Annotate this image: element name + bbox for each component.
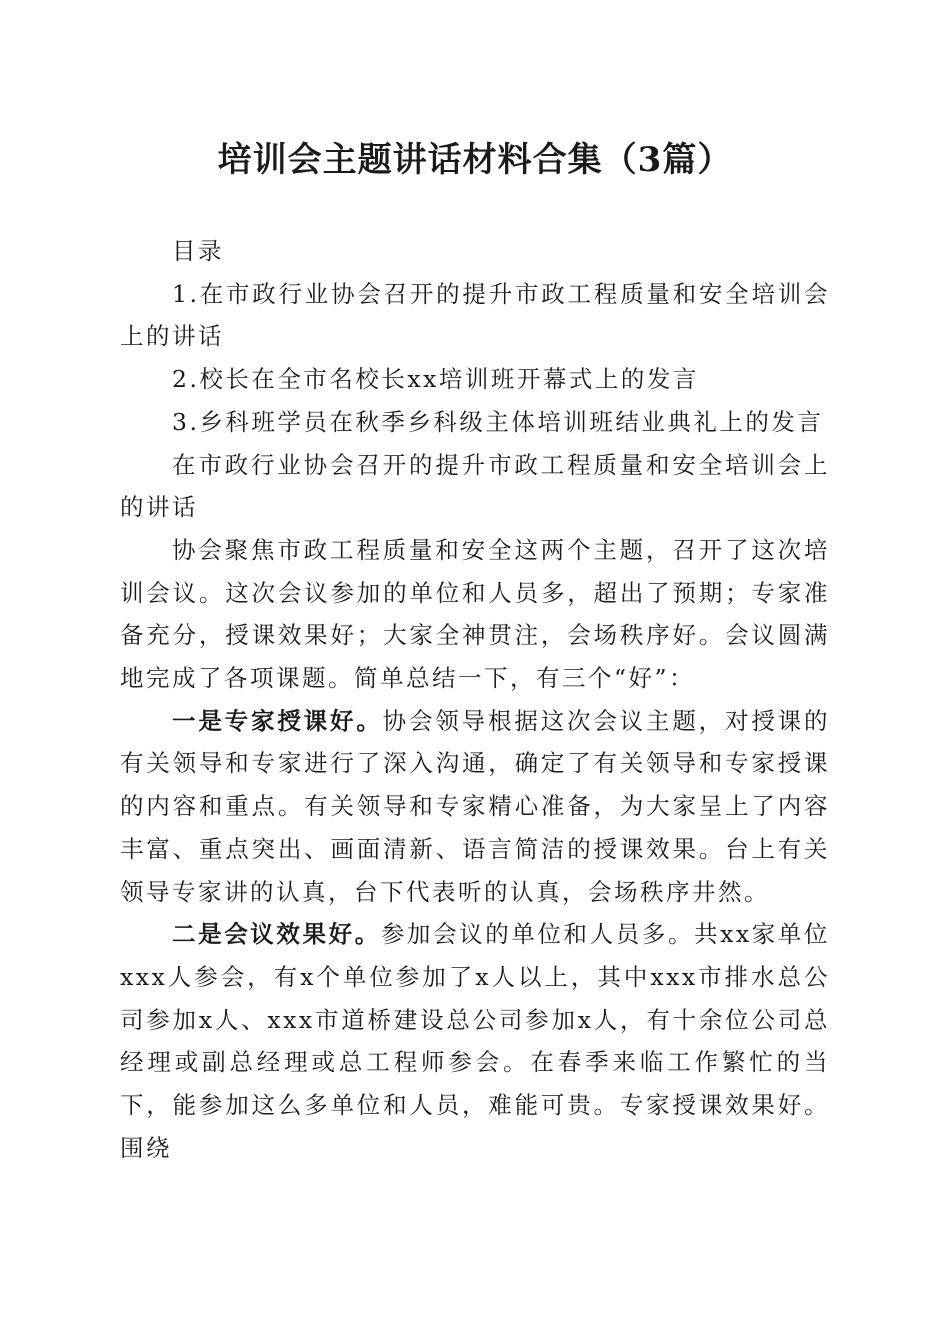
paragraph-point-1-text: 协会领导根据这次会议主题，对授课的有关领导和专家进行了深入沟通，确定了有关领导和专家授课的内容和重点。有关领导和专家精心准备，为大家呈上了内容丰富、重点突出、画面清新、语言简洁的授课效果。台上有关领导专家讲的认真，台下代表听的认真，会场秩序井然。 [120,706,831,906]
paragraph-point-1 [120,700,830,914]
paragraph-point-2-lead: 二是会议效果好。 [172,920,381,949]
section-title: 在市政行业协会召开的提升市政工程质量和安全培训会上的讲话 [120,450,830,522]
paragraph-point-2-text: 参加会议的单位和人员多。共xx家单位xxx人参会，有x个单位参加了x人以上，其中xxx市排水总公司参加x人、xxx市道桥建设总公司参加x人，有十余位公司总经理或副总经理或总工程师参会。在春季来临工作繁忙的当下，能参加这么多单位和人员，难能可贵。专家授课效果好。围绕 [120,920,830,1162]
document-body [120,230,830,1169]
toc-heading: 目录 [172,237,224,265]
document-title: 培训会主题讲话材料合集（3篇） [217,140,733,180]
paragraph-intro: 协会聚焦市政工程质量和安全这两个主题，召开了这次培训会议。这次会议参加的单位和人员多，超出了预期；专家准备充分，授课效果好；大家全神贯注，会场秩序好。会议圆满地完成了各项课题。简单总结一下，有三个“好”： [120,535,830,693]
toc-item-3: 3.乡科班学员在秋季乡科级主体培训班结业典礼上的发言 [172,407,824,436]
paragraph-point-2 [120,913,830,1169]
toc-item-2: 2.校长在全市名校长xx培训班开幕式上的发言 [172,365,699,394]
paragraph-point-1-lead: 一是专家授课好。 [172,706,383,735]
toc-item-1: 1.在市政行业协会召开的提升市政工程质量和安全培训会上的讲话 [120,279,830,351]
